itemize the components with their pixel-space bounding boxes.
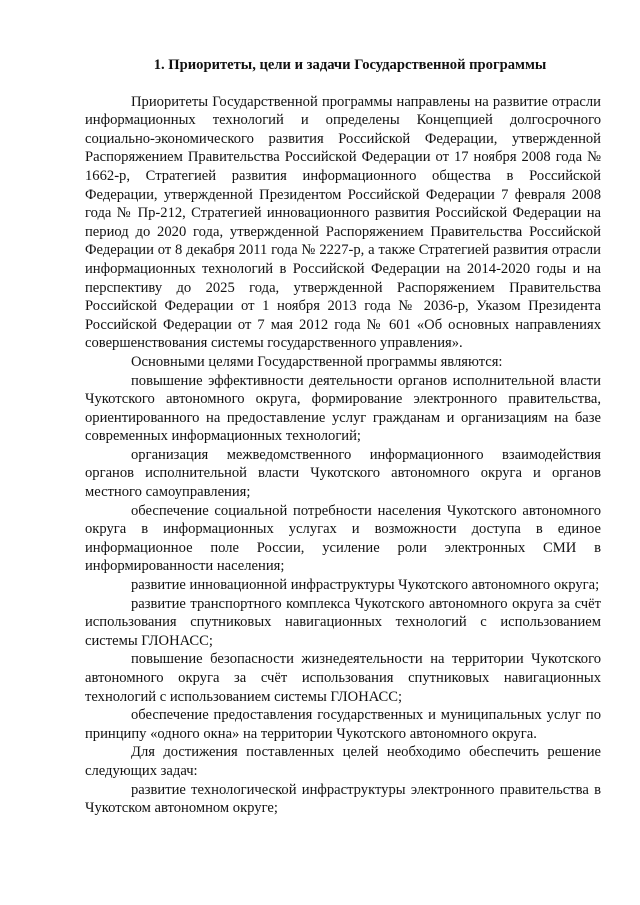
section-heading: 1. Приоритеты, цели и задачи Государственной программы [153,57,547,73]
paragraph-goal-social-needs: обеспечение социальной потребности населения Чукотского автономного округа в информационных услугах и возможности доступа в единое информационное поле России, усиление роли электронных СМИ в информированности населения; [85,502,601,575]
paragraph-goal-innovation: развитие инновационной инфраструктуры Чукотского автономного округа; [131,577,600,594]
paragraph-tasks-intro: Для достижения поставленных целей необходимо обеспечить решение следующих задач: [85,744,601,779]
paragraph-goal-interaction: организация межведомственного информационного взаимодействия органов исполнительной власти Чукотского автономного округа и органов местного самоуправления; [85,446,601,501]
paragraph-goal-safety: повышение безопасности жизнедеятельности на территории Чукотского автономного округа за счёт использования спутниковых навигационных технологий с использованием системы ГЛОНАСС; [85,651,601,705]
paragraph-task-infrastructure: развитие технологической инфраструктуры электронного правительства в Чукотском автономном округе; [85,781,601,817]
paragraph-goal-one-window: обеспечение предоставления государственных и муниципальных услуг по принципу «одного окна» на территории Чукотского автономного округа. [85,707,601,742]
paragraph-goals-intro: Основными целями Государственной программы являются: [131,353,503,370]
paragraph-goal-efficiency: повышение эффективности деятельности органов исполнительной власти Чукотского автономного округа, формирование электронного правительства, ориентированного на предоставление услуг гражданам и организациям на базе современных информационных технологий; [85,372,601,445]
paragraph-goal-transport: развитие транспортного комплекса Чукотского автономного округа за счёт использования спутниковых навигационных технологий с использованием системы ГЛОНАСС; [85,595,601,649]
document-page [85,56,601,818]
paragraph-priorities: Приоритеты Государственной программы направлены на развитие отрасли информационных технологий и определены Концепцией долгосрочного социально-экономического развития Российской Федерации, утвержденной Распоряжением Правительства Российской Федерации от 17 ноября 2008 года № 1662-р, Стратегией развития информационного общества в Российской Федерации, утвержденной Президентом Российской Федерации 7 февраля 2008 года № Пр-212, Стратегией инновационного развития Российской Федерации на период до 2020 года, утвержденной Распоряжением Правительства Российской Федерации от 8 декабря 2011 года № 2227-р, а также Стратегией развития отрасли информационных технологий в Российской Федерации на 2014-2020 годы и на перспективу до 2025 года, утвержденной Распоряжением Правительства Российской Федерации от 1 ноября 2013 года № 2036-р, Указом Президента Российской Федерации от 7 мая 2012 года № 601 «Об основных направлениях совершенствования системы государственного управления». [85,93,601,352]
